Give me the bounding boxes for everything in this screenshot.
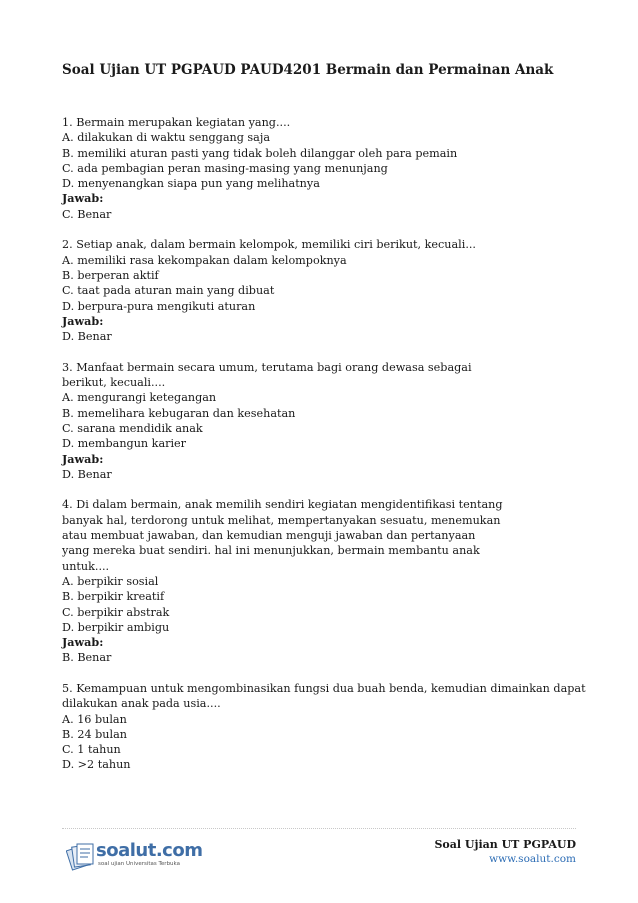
- option-a: A. berpikir sosial: [62, 574, 159, 588]
- option-b: B. berperan aktif: [62, 268, 159, 282]
- footer-divider: [62, 828, 576, 829]
- question-1: [62, 115, 582, 222]
- answer-label: Jawab:: [62, 313, 104, 328]
- option-b: B. memelihara kebugaran dan kesehatan: [62, 406, 296, 420]
- question-list: [62, 115, 586, 773]
- answer-label: Jawab:: [62, 451, 104, 466]
- option-d: D. berpikir ambigu: [62, 620, 170, 634]
- footer-url-link[interactable]: www.soalut.com: [489, 853, 576, 865]
- question-3: [62, 360, 582, 482]
- option-c: C. taat pada aturan main yang dibuat: [62, 284, 275, 298]
- question-text: 4. Di dalam bermain, anak memilih sendiri kegiatan mengidentifikasi tentang: [62, 498, 503, 512]
- option-a: A. mengurangi ketegangan: [62, 391, 217, 405]
- option-c: C. berpikir abstrak: [62, 605, 170, 619]
- page-title: Soal Ujian UT PGPAUD PAUD4201 Bermain dan Permainan Anak: [62, 62, 554, 78]
- option-d: D. berpura-pura mengikuti aturan: [62, 299, 256, 313]
- logo-text: soalut.com: [96, 840, 203, 861]
- option-b: B. memiliki aturan pasti yang tidak boleh dilanggar oleh para pemain: [62, 146, 458, 160]
- option-c: C. ada pembagian peran masing-masing yang menunjang: [62, 161, 388, 175]
- option-a: A. 16 bulan: [62, 712, 127, 726]
- option-c: C. sarana mendidik anak: [62, 421, 203, 435]
- option-b: B. 24 bulan: [62, 727, 127, 741]
- answer: C. Benar: [62, 207, 112, 221]
- site-logo: [66, 840, 236, 872]
- question-text: 3. Manfaat bermain secara umum, terutama bagi orang dewasa sebagai: [62, 360, 472, 374]
- option-c: C. 1 tahun: [62, 743, 121, 757]
- stacked-papers-icon: [66, 840, 96, 872]
- option-d: D. >2 tahun: [62, 758, 131, 772]
- question-5: [62, 681, 586, 773]
- question-text: 5. Kemampuan untuk mengombinasikan fungsi dua buah benda, kemudian dimainkan dapat: [62, 681, 586, 695]
- answer-label: Jawab:: [62, 635, 104, 650]
- question-2: [62, 237, 582, 344]
- logo-tagline: soal ujian Universitas Terbuka: [98, 861, 181, 867]
- question-text: untuk....: [62, 559, 110, 573]
- option-d: D. membangun karier: [62, 437, 187, 451]
- answer: D. Benar: [62, 330, 112, 344]
- question-4: [62, 497, 582, 665]
- option-a: A. memiliki rasa kekompakan dalam kelompoknya: [62, 253, 347, 267]
- answer: D. Benar: [62, 467, 112, 481]
- question-text: banyak hal, terdorong untuk melihat, mempertanyakan sesuatu, menemukan: [62, 513, 501, 527]
- answer: B. Benar: [62, 651, 112, 665]
- footer-title: Soal Ujian UT PGPAUD: [434, 838, 576, 851]
- option-a: A. dilakukan di waktu senggang saja: [62, 131, 270, 145]
- question-text: yang mereka buat sendiri. hal ini menunjukkan, bermain membantu anak: [62, 544, 480, 558]
- option-b: B. berpikir kreatif: [62, 590, 165, 604]
- question-text: berikut, kecuali....: [62, 376, 166, 390]
- question-text: 2. Setiap anak, dalam bermain kelompok, memiliki ciri berikut, kecuali...: [62, 238, 476, 252]
- question-text: 1. Bermain merupakan kegiatan yang....: [62, 116, 291, 129]
- option-d: D. menyenangkan siapa pun yang melihatnya: [62, 177, 320, 191]
- answer-label: Jawab:: [62, 191, 104, 206]
- question-text: atau membuat jawaban, dan kemudian menguji jawaban dan pertanyaan: [62, 529, 476, 543]
- question-text: dilakukan anak pada usia....: [62, 697, 221, 711]
